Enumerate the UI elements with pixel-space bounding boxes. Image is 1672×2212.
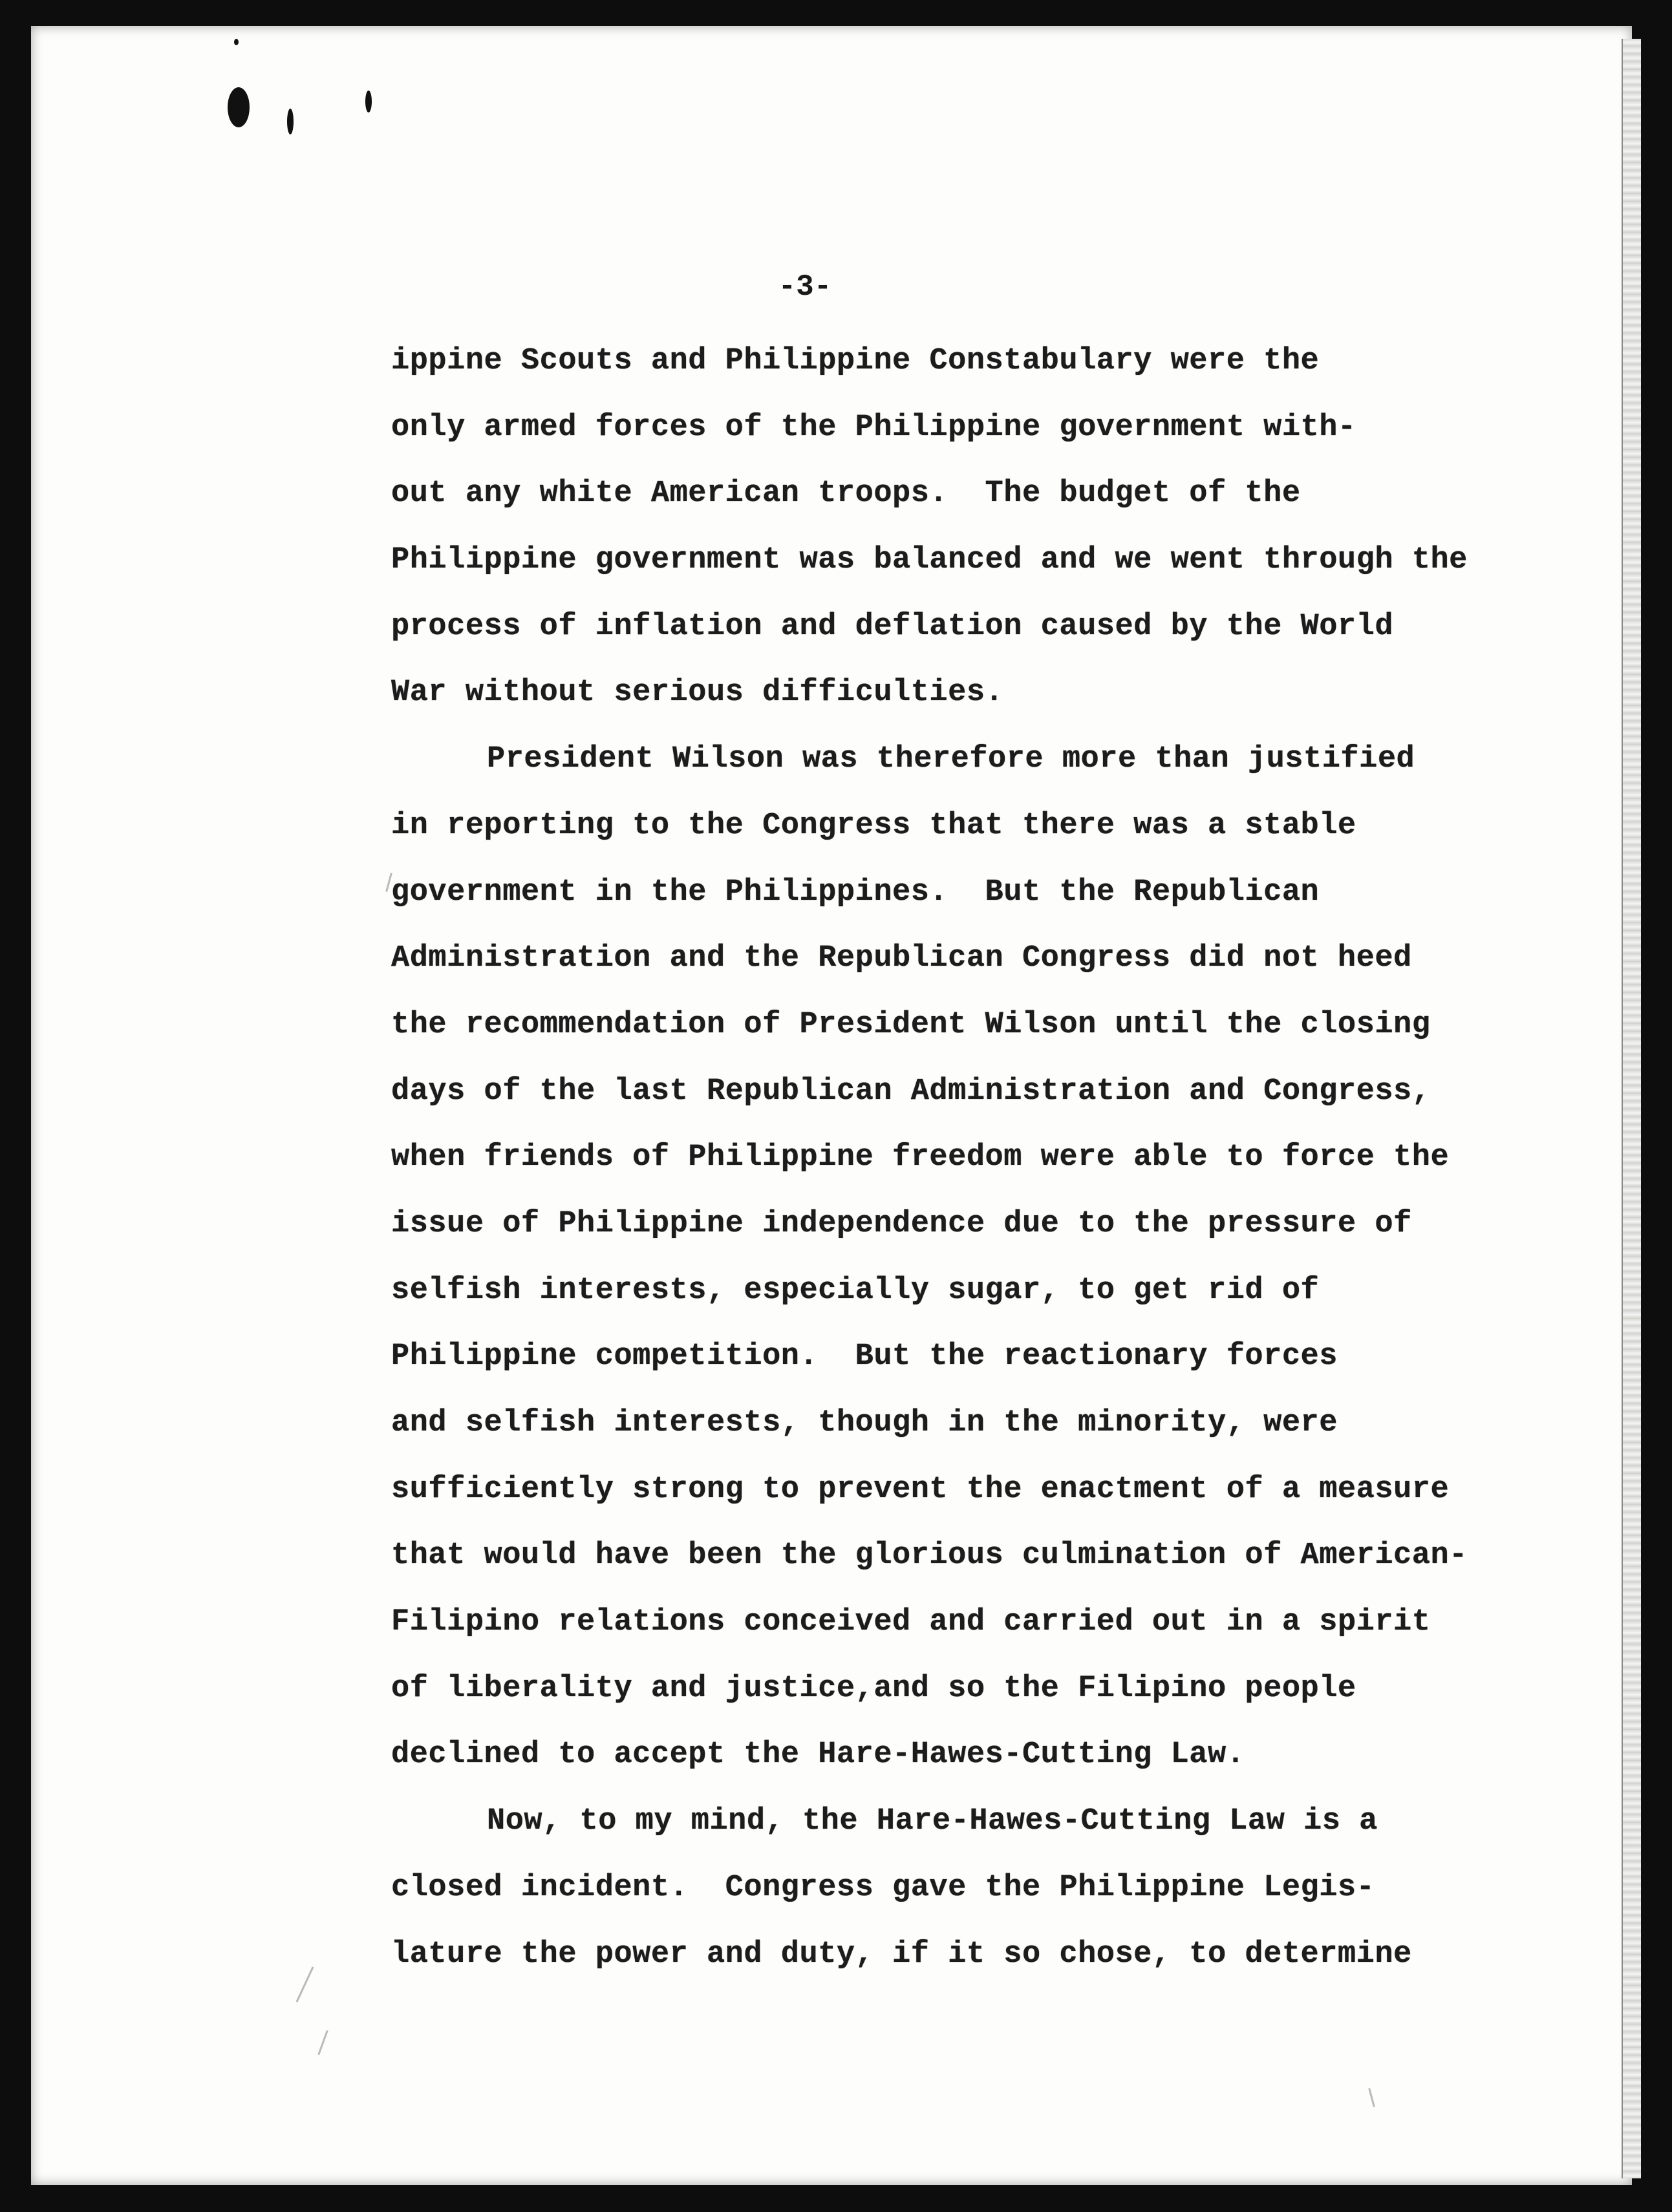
text-line: selfish interests, especially sugar, to get rid of bbox=[391, 1273, 1320, 1308]
body-text bbox=[391, 328, 1607, 1988]
text-line: lature the power and duty, if it so chose, to determine bbox=[391, 1937, 1412, 1972]
ink-blot bbox=[287, 109, 294, 134]
ink-blot bbox=[228, 87, 250, 127]
text-line: sufficiently strong to prevent the enactment of a measure bbox=[391, 1472, 1450, 1507]
text-line: War without serious difficulties. bbox=[391, 675, 1004, 710]
text-line: government in the Philippines. But the Republican bbox=[391, 875, 1320, 909]
page-number: -3- bbox=[778, 270, 832, 304]
text-line: in reporting to the Congress that there was a stable bbox=[391, 808, 1356, 843]
text-line: the recommendation of President Wilson until the closing bbox=[391, 1007, 1431, 1042]
text-line: of liberality and justice,and so the Filipino people bbox=[391, 1671, 1356, 1706]
text-line: process of inflation and deflation caused by the World bbox=[391, 609, 1394, 644]
text-line: Now, to my mind, the Hare-Hawes-Cutting Law is a bbox=[487, 1804, 1378, 1839]
text-line: ippine Scouts and Philippine Constabulary were the bbox=[391, 344, 1320, 378]
stacked-page-edges bbox=[1622, 39, 1641, 2178]
text-line: that would have been the glorious culmination of American- bbox=[391, 1538, 1468, 1573]
ink-blot bbox=[365, 90, 372, 112]
text-line: issue of Philippine independence due to the pressure of bbox=[391, 1206, 1412, 1241]
text-line: out any white American troops. The budget of the bbox=[391, 476, 1301, 511]
text-line: closed incident. Congress gave the Philippine Legis- bbox=[391, 1870, 1375, 1905]
text-line: Administration and the Republican Congress did not heed bbox=[391, 941, 1412, 976]
text-line: days of the last Republican Administration and Congress, bbox=[391, 1074, 1431, 1109]
text-line: and selfish interests, though in the minority, were bbox=[391, 1406, 1338, 1440]
ink-blot bbox=[234, 39, 239, 45]
text-line: Philippine government was balanced and we went through the bbox=[391, 543, 1468, 578]
text-line: Filipino relations conceived and carried out in a spirit bbox=[391, 1605, 1431, 1640]
text-line: Philippine competition. But the reactionary forces bbox=[391, 1339, 1338, 1374]
text-line: only armed forces of the Philippine government with- bbox=[391, 410, 1356, 445]
text-line: President Wilson was therefore more than justified bbox=[487, 742, 1415, 777]
text-line: declined to accept the Hare-Hawes-Cutting Law. bbox=[391, 1738, 1245, 1772]
text-line: when friends of Philippine freedom were able to force the bbox=[391, 1140, 1450, 1175]
